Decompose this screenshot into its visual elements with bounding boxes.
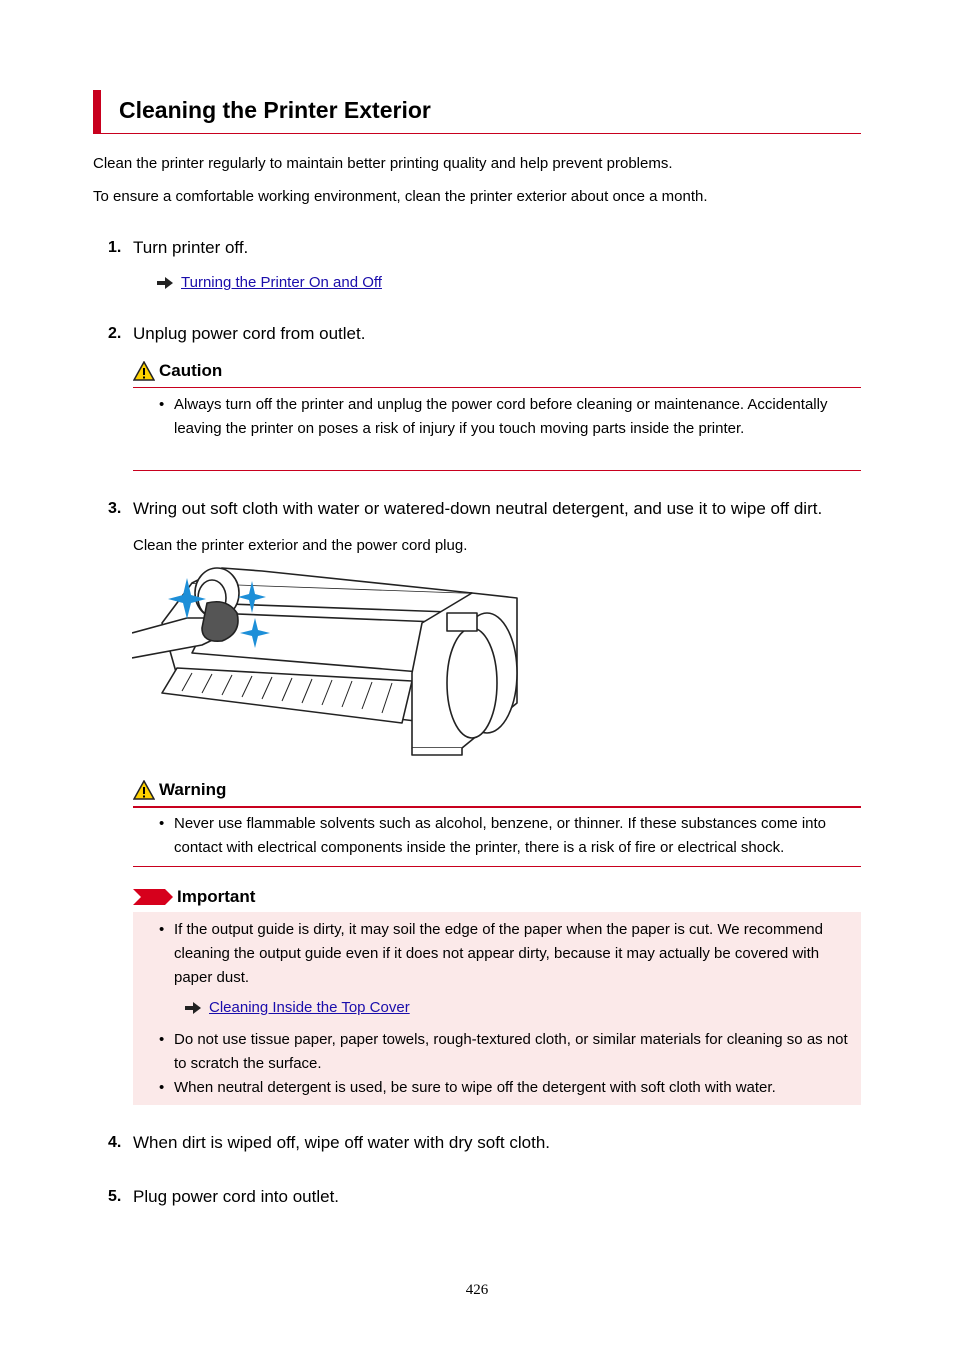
step-2-number: 2.	[108, 325, 122, 342]
important-heading-label: Important	[177, 887, 256, 906]
intro-paragraph-1: Clean the printer regularly to maintain better printing quality and help prevent problems.	[93, 155, 673, 172]
step-3-subtext: Clean the printer exterior and the power cord plug.	[133, 537, 468, 554]
warning-list	[133, 812, 853, 860]
intro-paragraph-2: To ensure a comfortable working environment, clean the printer exterior about once a month.	[93, 188, 708, 205]
step-3-number: 3.	[108, 500, 122, 517]
title-accent-bar	[93, 90, 101, 134]
title-underline	[93, 133, 861, 134]
page-title: Cleaning the Printer Exterior	[119, 97, 431, 123]
link-cleaning-inside-top-cover[interactable]: Cleaning Inside the Top Cover	[209, 999, 410, 1016]
link-arrow-icon	[157, 277, 173, 289]
caution-heading-label: Caution	[159, 361, 223, 380]
warning-heading	[133, 780, 226, 800]
warning-heading-label: Warning	[159, 780, 227, 799]
warning-triangle-icon	[133, 780, 155, 800]
important-item-output-guide: • If the output guide is dirty, it may soil the edge of the paper when the paper is cut. We recommend cleaning the output guide even if it does not appear dirty, because it may actually be covered with paper dust.	[133, 918, 855, 990]
step-2-text: Unplug power cord from outlet.	[133, 324, 366, 343]
warning-top-rule	[133, 806, 861, 808]
warning-item: • Never use flammable solvents such as alcohol, benzene, or thinner. If these substances come into contact with electrical components inside the printer, there is a risk of fire or electrical shock.	[133, 812, 853, 860]
step-1-number: 1.	[108, 239, 122, 256]
step-3-text: Wring out soft cloth with water or watered-down neutral detergent, and use it to wipe off dirt.	[133, 499, 823, 518]
important-chevrons-icon	[133, 889, 173, 905]
step-5-text: Plug power cord into outlet.	[133, 1187, 340, 1206]
caution-warning-triangle-icon	[133, 361, 155, 381]
step-4-number: 4.	[108, 1134, 122, 1151]
important-item-detergent: • When neutral detergent is used, be sure to wipe off the detergent with soft cloth with water.	[133, 1076, 855, 1100]
warning-bottom-rule	[133, 866, 861, 867]
step-4-text: When dirt is wiped off, wipe off water with dry soft cloth.	[133, 1133, 550, 1152]
important-heading	[133, 887, 255, 907]
important-link-row	[185, 999, 410, 1016]
important-item-tissue: • Do not use tissue paper, paper towels, rough-textured cloth, or similar materials for cleaning so as not to scratch the surface.	[133, 1028, 855, 1076]
printer-cleaning-illustration	[132, 563, 522, 758]
important-box	[133, 912, 861, 1105]
caution-bottom-rule	[133, 470, 861, 471]
page-number: 426	[465, 1282, 489, 1298]
link-turning-printer-on-off[interactable]: Turning the Printer On and Off	[181, 274, 382, 291]
caution-heading	[133, 361, 222, 381]
caution-list	[133, 393, 833, 441]
caution-top-rule	[133, 387, 861, 388]
step-5-number: 5.	[108, 1188, 122, 1205]
link-arrow-icon	[185, 1002, 201, 1014]
caution-item: • Always turn off the printer and unplug the power cord before cleaning or maintenance. Accidentally leaving the printer on poses a risk of injury if you touch moving parts inside the printer.	[133, 393, 833, 441]
step-1-text: Turn printer off.	[133, 238, 249, 257]
step-1-link-row	[157, 274, 382, 291]
